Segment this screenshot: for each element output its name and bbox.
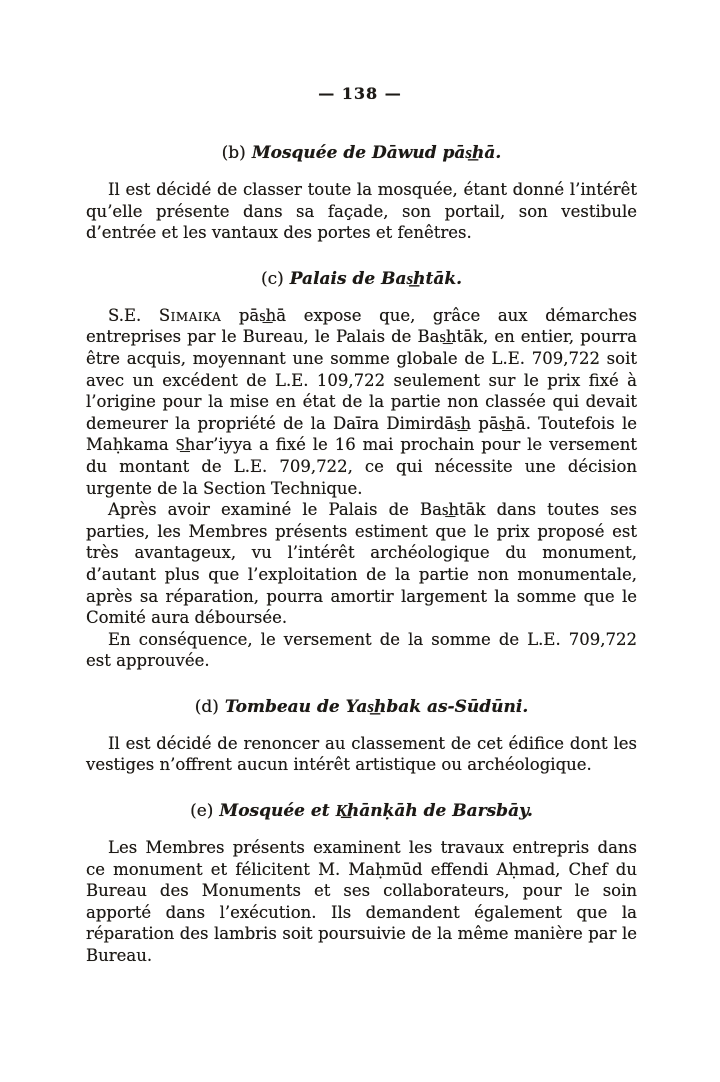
heading-prefix: (c): [260, 268, 284, 289]
section-e: [86, 800, 637, 967]
heading-prefix: (d): [194, 696, 219, 717]
paragraph: Les Membres présents examinent les travaux entrepris dans ce monument et félicitent M. Maḥmūd effendi Aḥmad, Chef du Bureau des Monuments et ses collaborateurs, pour le soin apporté dans l’exécution. Ils demandent également que la réparation des lambris soit poursuivie de la même manière par le Bureau.: [86, 838, 637, 966]
page-number: — 138 —: [318, 84, 402, 103]
paragraph: En conséquence, le versement de la somme de L.E. 709,722 est approuvée.: [86, 629, 637, 671]
section-c: [86, 268, 637, 672]
person-name-smallcaps: Simaika: [158, 305, 222, 325]
heading-prefix: (b): [221, 143, 246, 163]
paragraph: Il est décidé de renoncer au classement de cet édifice dont les vestiges n’offrent aucun intérêt artistique ou archéologique.: [86, 733, 637, 775]
paragraph: [86, 305, 637, 499]
heading-title: Tombeau de Yas͟hbak as-Sūdūni.: [224, 696, 529, 717]
section-d: [86, 696, 637, 776]
lead-text: S.E.: [108, 305, 159, 325]
section-heading: [86, 268, 637, 290]
lead-text: pās͟hā expose que, grâce aux démarches entreprises par le Bureau, le Palais de Bas͟htāk, en entier, pourra être acquis, moyennant une somme globale de L.E. 709,722 soit avec un excédent de L.E. 109,722 seulement sur le prix fixé à l’origine pour la mise en état de la partie non classée qui devait demeurer la propriété de la Daīra Dimirdās͟h pās͟hā. Toutefois le Maḥkama S͟har’iyya a fixé le 16 mai prochain pour le versement du montant de L.E. 709,722, ce qui nécessite une décision urgente de la Section Technique.: [86, 305, 637, 498]
section-heading: [86, 800, 637, 822]
section-heading: [86, 142, 637, 164]
paragraph: Après avoir examiné le Palais de Bas͟htāk dans toutes ses parties, les Membres présents estiment que le prix proposé est très avantageux, vu l’intérêt archéologique du monument, d’autant plus que l’exploitation de la partie non monumentale, après sa réparation, pourra amortir largement la somme que le Comité aura déboursée.: [86, 500, 637, 628]
section-b: [86, 142, 637, 244]
section-heading: [86, 696, 637, 718]
heading-title: Palais de Bas͟htāk.: [289, 268, 463, 289]
text-block: [86, 118, 637, 967]
heading-title: Mosquée et K͟hānḳāh de Barsbāy.: [219, 801, 533, 822]
heading-prefix: (e): [190, 801, 214, 822]
paragraph: Il est décidé de classer toute la mosquée, étant donné l’intérêt qu’elle présente dans sa façade, son portail, son vestibule d’entrée et les vantaux des portes et fenêtres.: [86, 180, 637, 243]
heading-title: Mosquée de Dāwud pās͟hā.: [251, 143, 502, 163]
